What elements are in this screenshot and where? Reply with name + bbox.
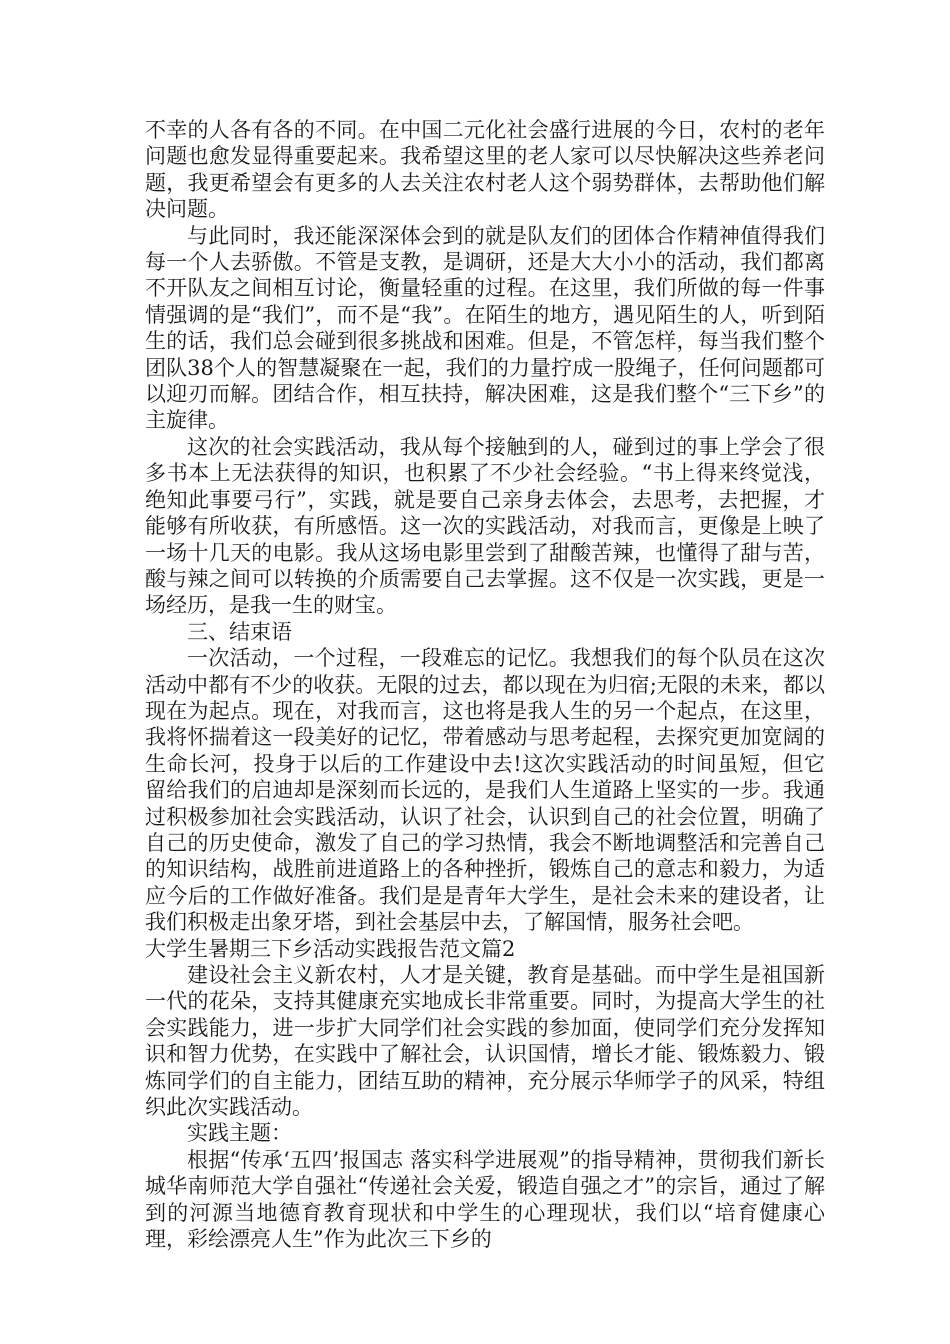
paragraph-background: 建设社会主义新农村，人才是关键，教育是基础。而中学生是祖国新一代的花朵，支持其健康充实地成长非常重要。同时，为提高大学生的社会实践能力，进一步扩大同学们社会实践的参加面，使同学们充分发挥知识和智力优势，在实践中了解社会，认识国情，增长才能、锻炼毅力、锻炼同学们的自主能力，团结互助的精神，充分展示华师学子的风采，特组织此次实践活动。 — [145, 963, 825, 1120]
article-title-part2: 大学生暑期三下乡活动实践报告范文篇2 — [145, 936, 516, 961]
paragraph-experience: 这次的社会实践活动，我从每个接触到的人，碰到过的事上学会了很多书本上无法获得的知识，也积累了不少社会经验。“书上得来终觉浅，绝知此事要弓行”，实践，就是要自己亲身去体会，去思考，去把握，才能够有所收获，有所感悟。这一次的实践活动，对我而言，更像是上映了一场十几天的电影。我从这场电影里尝到了甜酸苦辣，也懂得了甜与苦，酸与辣之间可以转换的介质需要自己去掌握。这不仅是一次实践，更是一场经历，是我一生的财宝。 — [145, 434, 825, 618]
paragraph-conclusion: 一次活动，一个过程，一段难忘的记忆。我想我们的每个队员在这次活动中都有不少的收获。无限的过去，都以现在为归宿;无限的未来，都以现在为起点。现在，对我而言，这也将是我人生的另一个起点，在这里，我将怀揣着这一段美好的记忆，带着感动与思考起程，去探究更加宽阔的生命长河，投身于以后的工作建设中去!这次实践活动的时间虽短，但它留给我们的启迪却是深刻而长远的，是我们人生道路上坚实的一步。我通过积极参加社会实践活动，认识了社会，认识到自己的社会位置，明确了自己的历史使命，激发了自己的学习热情，我会不断地调整活和完善自己的知识结构，战胜前进道路上的各种挫折，锻炼自己的意志和毅力，为适应今后的工作做好准备。我们是是青年大学生，是社会未来的建设者，让我们积极走出象牙塔，到社会基层中去，了解国情，服务社会吧。 — [145, 646, 825, 935]
paragraph-teamwork: 与此同时，我还能深深体会到的就是队友们的团体合作精神值得我们每一个人去骄傲。不管是支教，是调研，还是大大小小的活动，我们都离不开队友之间相互讨论，衡量轻重的过程。在这里，我们所做的每一件事情强调的是“我们”，而不是“我”。在陌生的地方，遇见陌生的人，听到陌生的话，我们总会碰到很多挑战和困难。但是，不管怎样，每当我们整个团队38个人的智慧凝聚在一起，我们的力量拧成一股绳子，任何问题都可以迎刃而解。团结合作，相互扶持，解决困难，这是我们整个“三下乡”的主旋律。 — [145, 223, 825, 433]
paragraph-theme: 根据“传承‘五四’报国志 落实科学进展观”的指导精神，贯彻我们新长城华南师范大学自强社“传递社会关爱，锻造自强之才”的宗旨，通过了解到的河源当地德育教育现状和中学生的心理现状，我们以“培育健康心理，彩绘漂亮人生”作为此次三下乡的 — [145, 1147, 825, 1252]
document-body — [145, 117, 825, 1252]
paragraph-intro: 不幸的人各有各的不同。在中国二元化社会盛行进展的今日，农村的老年问题也愈发显得重要起来。我希望这里的老人家可以尽快解决这些养老问题，我更希望会有更多的人去关注农村老人这个弱势群体，去帮助他们解决问题。 — [145, 118, 825, 222]
section-heading-theme: 实践主题： — [187, 1121, 292, 1146]
section-heading-conclusion: 三、结束语 — [187, 619, 292, 644]
